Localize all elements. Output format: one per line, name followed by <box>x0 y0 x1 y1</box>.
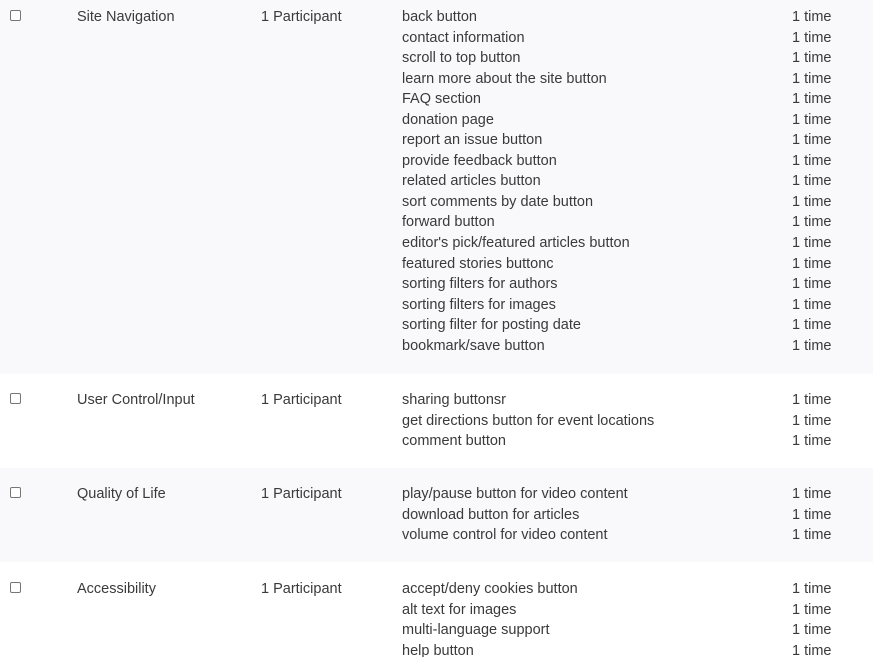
category-name: User Control/Input <box>77 392 195 408</box>
item-count: 1 time <box>792 392 832 408</box>
item-label: learn more about the site button <box>402 70 607 87</box>
list-item <box>402 7 873 28</box>
item-count: 1 time <box>792 296 832 313</box>
item-count: 1 time <box>792 70 832 87</box>
item-label: sharing buttonsr <box>402 392 506 408</box>
category-name: Site Navigation <box>77 9 175 25</box>
list-item <box>402 274 873 295</box>
item-count: 1 time <box>792 111 832 128</box>
list-item <box>402 130 873 151</box>
table-row <box>0 562 873 657</box>
item-count: 1 time <box>792 29 832 46</box>
item-label: FAQ section <box>402 91 481 108</box>
list-item <box>402 233 873 254</box>
item-label: get directions button for event locations <box>402 412 655 429</box>
list-item <box>402 151 873 172</box>
item-count: 1 time <box>792 527 832 544</box>
item-list <box>402 7 873 356</box>
row-checkbox[interactable] <box>10 582 21 593</box>
item-label: report an issue button <box>402 132 543 149</box>
item-count: 1 time <box>792 601 832 618</box>
list-item <box>402 295 873 316</box>
item-label: accept/deny cookies button <box>402 581 578 597</box>
item-count: 1 time <box>792 486 832 502</box>
category-name: Quality of Life <box>77 486 166 502</box>
item-label: play/pause button for video content <box>402 486 628 502</box>
item-label: bookmark/save button <box>402 337 545 354</box>
category-name: Accessibility <box>77 581 156 597</box>
item-count: 1 time <box>792 193 832 210</box>
item-label: sorting filters for authors <box>402 276 558 293</box>
item-count: 1 time <box>792 9 832 25</box>
item-count: 1 time <box>792 91 832 108</box>
list-item <box>402 390 873 411</box>
item-label: scroll to top button <box>402 50 521 67</box>
item-label: help button <box>402 642 474 657</box>
list-item <box>402 315 873 336</box>
item-count: 1 time <box>792 152 832 169</box>
item-count: 1 time <box>792 317 832 334</box>
list-item <box>402 192 873 213</box>
item-label: sorting filters for images <box>402 296 556 313</box>
item-label: provide feedback button <box>402 152 557 169</box>
table-row <box>0 468 873 562</box>
item-label: download button for articles <box>402 506 580 523</box>
item-count: 1 time <box>792 276 832 293</box>
item-label: donation page <box>402 111 494 128</box>
participant-count: 1 Participant <box>261 9 342 25</box>
item-label: contact information <box>402 29 525 46</box>
item-label: alt text for images <box>402 601 517 618</box>
list-item <box>402 28 873 49</box>
row-checkbox[interactable] <box>10 10 21 21</box>
item-label: featured stories buttonc <box>402 255 554 272</box>
list-item <box>402 600 873 621</box>
item-label: volume control for video content <box>402 527 608 544</box>
row-checkbox[interactable] <box>10 487 21 498</box>
list-item <box>402 505 873 526</box>
item-count: 1 time <box>792 132 832 149</box>
item-count: 1 time <box>792 173 832 190</box>
item-count: 1 time <box>792 214 832 231</box>
item-count: 1 time <box>792 235 832 252</box>
item-label: multi-language support <box>402 622 550 639</box>
item-count: 1 time <box>792 642 832 657</box>
list-item <box>402 48 873 69</box>
item-list <box>402 390 873 452</box>
list-item <box>402 254 873 275</box>
item-count: 1 time <box>792 581 832 597</box>
list-item <box>402 431 873 452</box>
item-count: 1 time <box>792 50 832 67</box>
participant-count: 1 Participant <box>261 581 342 597</box>
item-list <box>402 484 873 546</box>
item-count: 1 time <box>792 255 832 272</box>
row-checkbox[interactable] <box>10 393 21 404</box>
item-label: editor's pick/featured articles button <box>402 235 630 252</box>
list-item <box>402 579 873 600</box>
list-item <box>402 336 873 357</box>
list-item <box>402 641 873 657</box>
item-list <box>402 579 873 657</box>
item-label: sorting filter for posting date <box>402 317 581 334</box>
item-label: related articles button <box>402 173 541 190</box>
item-label: comment button <box>402 433 506 450</box>
item-label: back button <box>402 9 477 25</box>
list-item <box>402 69 873 90</box>
item-count: 1 time <box>792 622 832 639</box>
item-count: 1 time <box>792 337 832 354</box>
participant-count: 1 Participant <box>261 392 342 408</box>
list-item <box>402 212 873 233</box>
list-item <box>402 620 873 641</box>
list-item <box>402 411 873 432</box>
item-count: 1 time <box>792 506 832 523</box>
list-item <box>402 171 873 192</box>
item-count: 1 time <box>792 433 832 450</box>
list-item <box>402 110 873 131</box>
item-label: sort comments by date button <box>402 193 594 210</box>
table-row <box>0 374 873 468</box>
participant-count: 1 Participant <box>261 486 342 502</box>
list-item <box>402 89 873 110</box>
list-item <box>402 484 873 505</box>
item-count: 1 time <box>792 412 832 429</box>
item-label: forward button <box>402 214 495 231</box>
list-item <box>402 525 873 546</box>
